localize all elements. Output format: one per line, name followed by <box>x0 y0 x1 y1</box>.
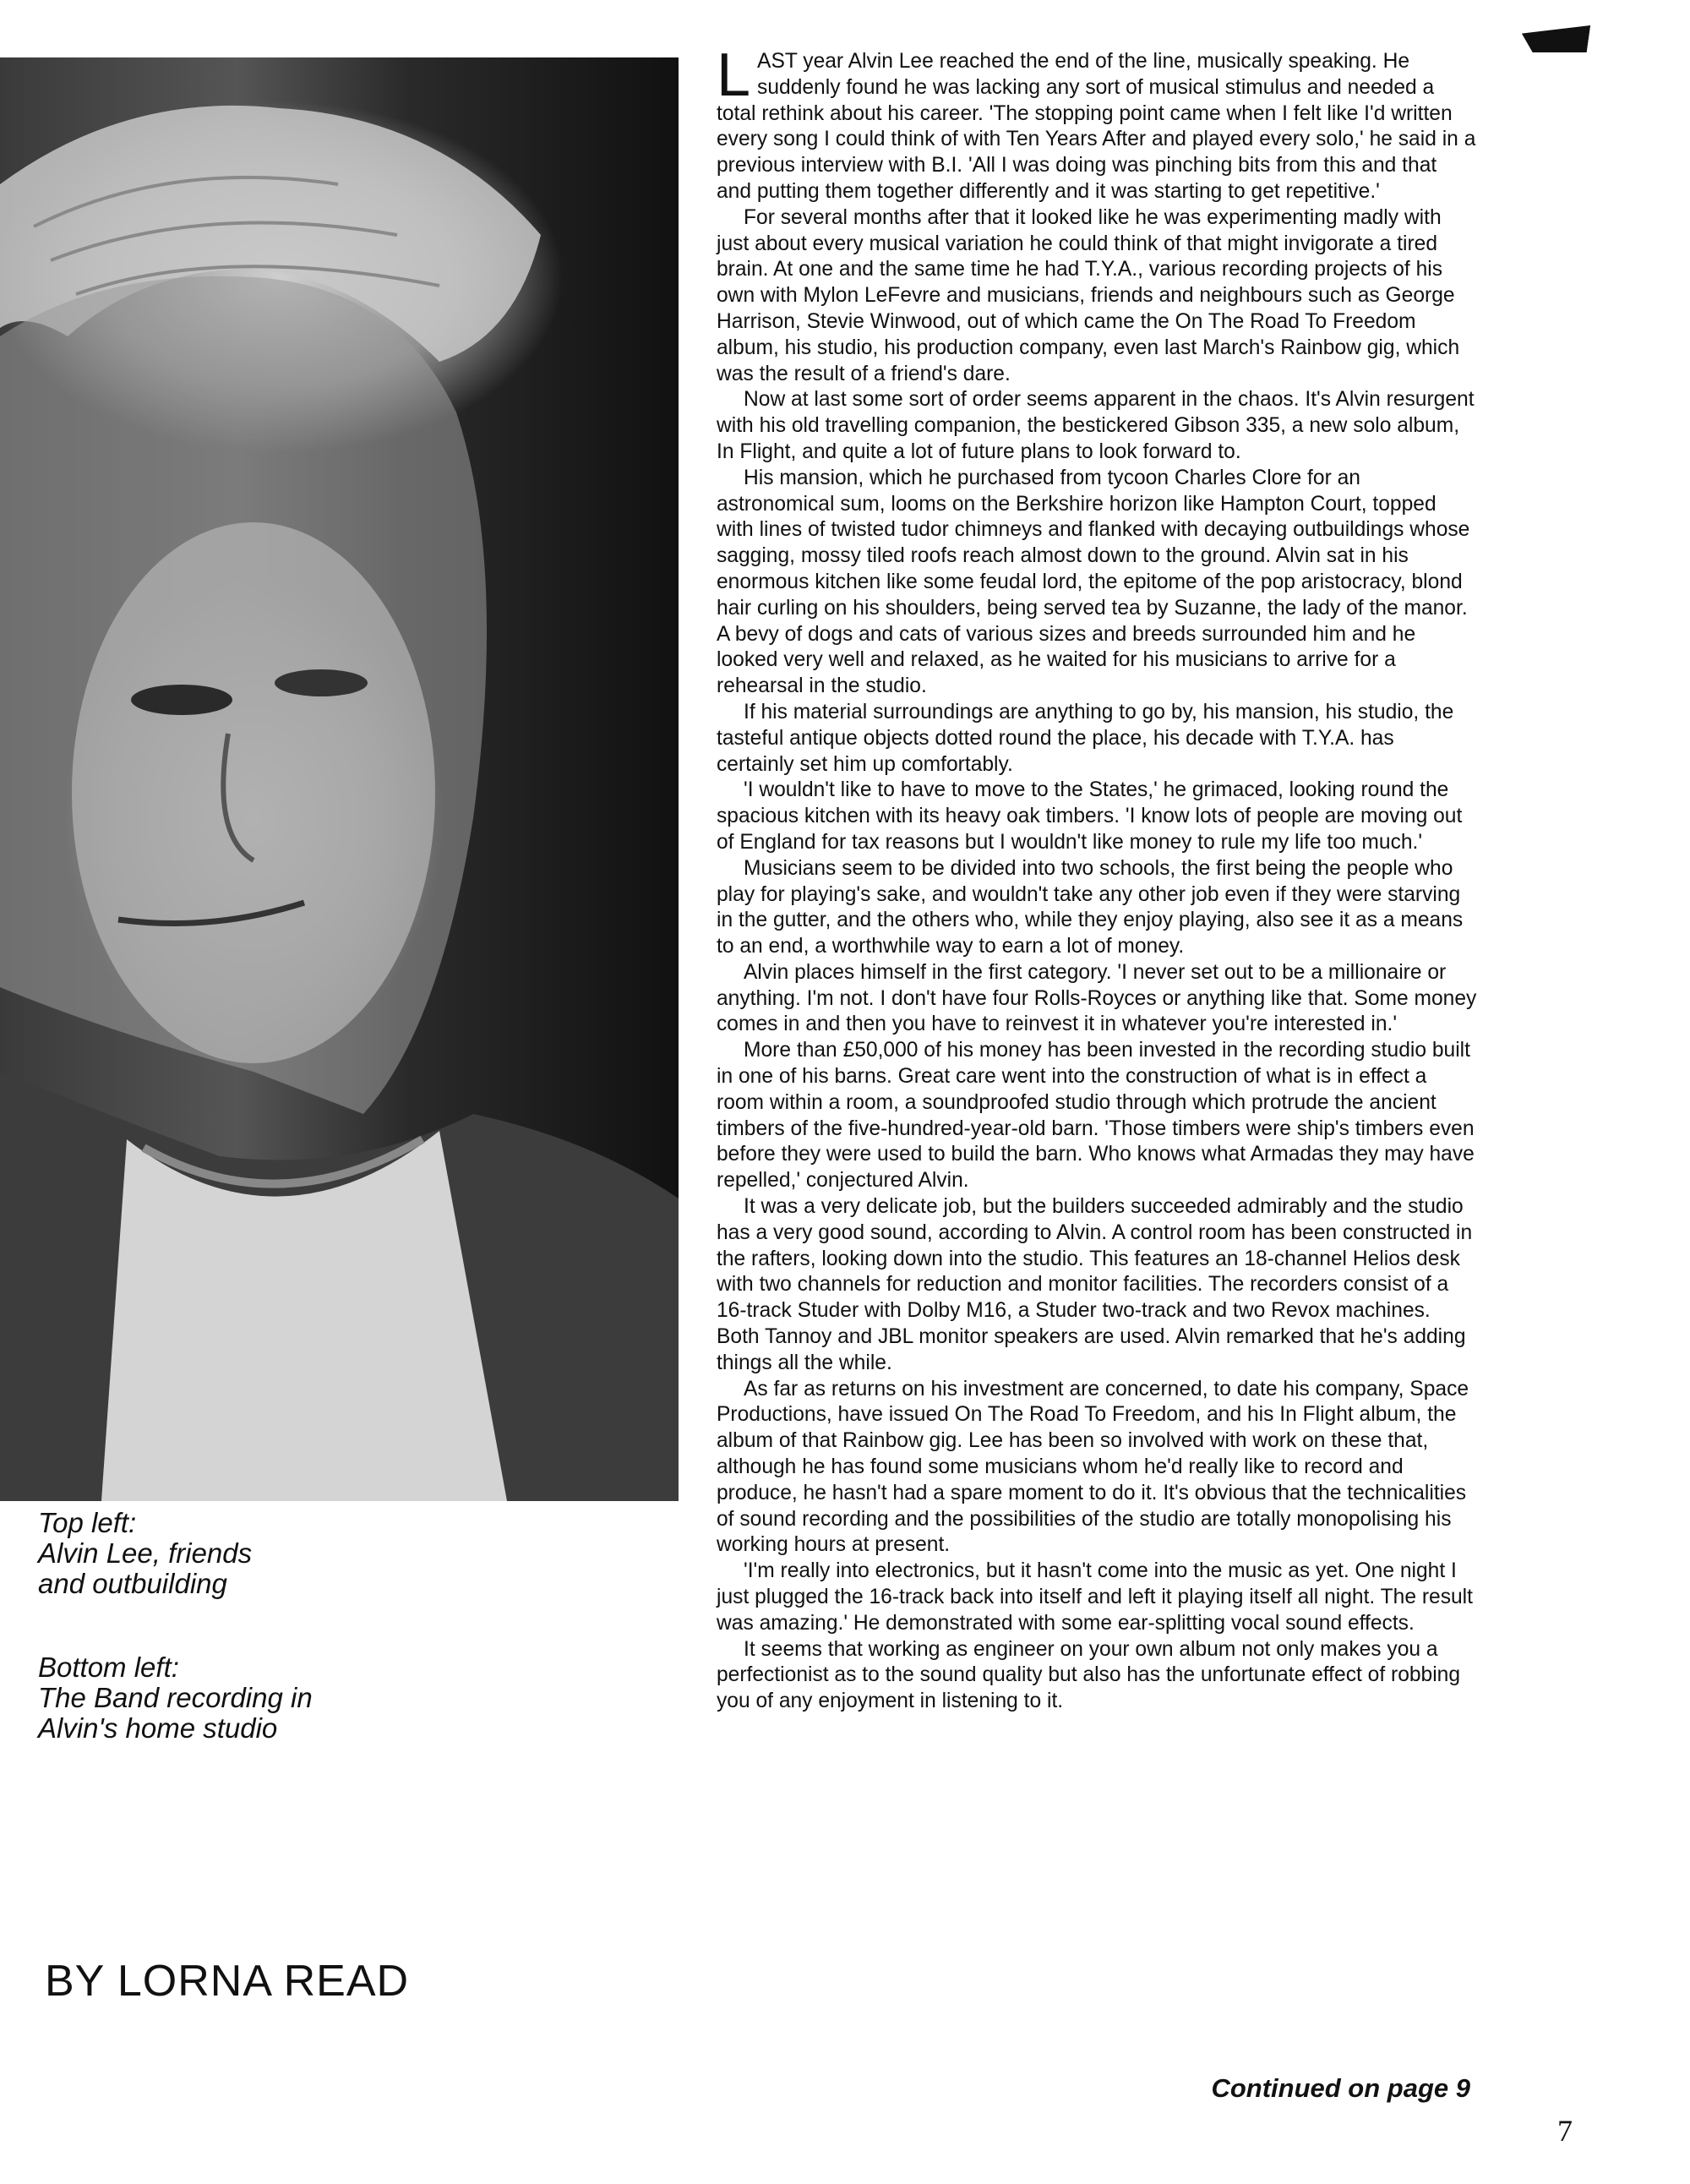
article-body <box>717 41 1477 1715</box>
article-paragraph: It seems that working as engineer on your own album not only makes you a perfectionist as to the sound quality but also has the unfortunate effect of robbing you of any enjoyment in listening to it. <box>717 1637 1461 1713</box>
article-paragraph: 'I wouldn't like to have to move to the States,' he grimaced, looking round the spacious kitchen with its heavy oak timbers. 'I know lots of people are moving out of England for tax reasons but I wouldn't like money to rule my life too much.' <box>717 778 1463 854</box>
caption-top-line1: Alvin Lee, friends <box>38 1537 253 1569</box>
article-paragraph: As far as returns on his investment are concerned, to date his company, Space Productions, have issued On The Road To Freedom, and his In Flight album, the album of that Rainbow gig. Lee has been so involved with work on these that, although he has found some musicians whom he'd really like to record and produce, he hasn't had a spare moment to do it. It's obvious that the technicalities of sound recording and the possibilities of the studio are totally monopolising his working hours at present. <box>717 1377 1469 1557</box>
caption-top-line2: and outbuilding <box>38 1568 227 1599</box>
caption-top <box>38 1508 477 1599</box>
article-paragraph: Now at last some sort of order seems apparent in the chaos. It's Alvin resurgent with his old travelling companion, the bestickered Gibson 335, a new solo album, In Flight, and quite a lot of future plans to look forward to. <box>717 388 1475 463</box>
face-shape <box>72 522 435 1063</box>
caption-bottom-line2: Alvin's home studio <box>38 1712 278 1744</box>
caption-top-heading: Top left: <box>38 1507 137 1538</box>
page-number: 7 <box>1557 2114 1573 2148</box>
paragraph-text: AST year Alvin Lee reached the end of the line, musically speaking. He suddenly found he was lacking any sort of musical stimulus and needed a total rethink about his career. 'The stopping point came when I felt like I'd written every song I could think of with Ten Years After and played every solo,' he said in a previous interview with B.I. 'All I was doing was pinching bits from this and that and putting them together differently and it was starting to get repetitive.' <box>717 50 1476 203</box>
printer-crop-mark <box>1519 25 1590 52</box>
author-byline: BY LORNA READ <box>45 1957 410 2006</box>
article-paragraph: More than £50,000 of his money has been invested in the recording studio built in one of his barns. Great care went into the construction of what is in effect a room within a room, a soundproofed studio through which protrude the ancient timbers of the five-hundred-year-old barn. 'Those timbers were ship's timbers even before they were used to build the barn. Who knows what Armadas they may have repelled,' conjectured Alvin. <box>717 1039 1475 1193</box>
drop-cap: L <box>717 41 751 109</box>
article-paragraph: His mansion, which he purchased from tycoon Charles Clore for an astronomical sum, looms on the Berkshire horizon like Hampton Court, topped with lines of twisted tudor chimneys and flanked with decaying outbuildings whose sagging, mossy tiled roofs reach almost down to the ground. Alvin sat in his enormous kitchen like some feudal lord, the epitome of the pop aristocracy, blond hair curling on his shoulders, being served tea by Suzanne, the lady of the manor. A bevy of dogs and cats of various sizes and breeds surrounded him and he looked very well and relaxed, as he waited for his musicians to arrive for a rehearsal in the studio. <box>717 466 1470 698</box>
article-paragraph: Alvin places himself in the first category. 'I never set out to be a millionaire or anything. I'm not. I don't have four Rolls-Royces or anything like that. Some money comes in and then you have to reinvest it in whatever you're interested in.' <box>717 960 1477 1036</box>
caption-bottom-line1: The Band recording in <box>38 1682 313 1713</box>
right-eye <box>275 669 368 696</box>
article-paragraph: For several months after that it looked like he was experimenting madly with just about every musical variation he could think of that might invigorate a tired brain. At one and the same time he had T.Y.A., various recording projects of his own with Mylon LeFevre and musicians, friends and neighbours such as George Harrison, Stevie Winwood, out of which came the On The Road To Freedom album, his studio, his production company, even last March's Rainbow gig, which was the result of a friend's dare. <box>717 205 1460 385</box>
article-paragraph <box>717 41 1477 205</box>
portrait-illustration <box>0 57 679 1501</box>
caption-bottom-heading: Bottom left: <box>38 1652 179 1683</box>
left-eye <box>131 685 232 715</box>
caption-bottom <box>38 1652 477 1744</box>
portrait-photo <box>0 57 679 1501</box>
article-paragraph: 'I'm really into electronics, but it hasn't come into the music as yet. One night I just plugged the 16-track back into itself and left it playing itself all night. The result was amazing.' He demonstrated with some ear-splitting vocal sound effects. <box>717 1559 1473 1635</box>
article-paragraph: If his material surroundings are anything to go by, his mansion, his studio, the tasteful antique objects dotted round the place, his decade with T.Y.A. has certainly set him up comfortably. <box>717 700 1454 776</box>
article-paragraph: Musicians seem to be divided into two schools, the first being the people who play for playing's sake, and wouldn't take any other job even if they were starving in the gutter, and the others who, while they enjoy playing, also see it as a means to an end, a worthwhile way to earn a lot of money. <box>717 856 1464 958</box>
continued-notice: Continued on page 9 <box>1211 2073 1470 2103</box>
article-paragraph: It was a very delicate job, but the builders succeeded admirably and the studio has a very good sound, according to Alvin. A control room has been constructed in the rafters, looking down into the studio. This features an 18-channel Helios desk with two channels for reduction and monitor facilities. The recorders consist of a 16-track Studer with Dolby M16, a Studer two-track and two Revox machines. Both Tannoy and JBL monitor speakers are used. Alvin remarked that he's adding things all the while. <box>717 1195 1473 1374</box>
